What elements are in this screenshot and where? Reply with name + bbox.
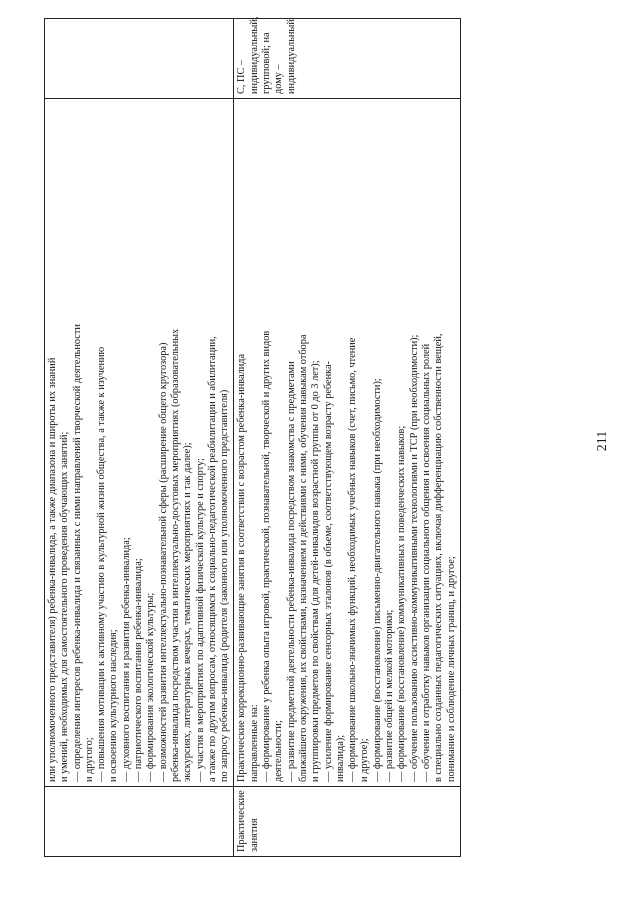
row-right-cell: [45, 19, 234, 99]
content-line: или уполномоченного представителя) ребенка-инвалида, а также диапазона и широты их знаний: [47, 357, 58, 782]
rotated-page-content: [44, 16, 591, 857]
content-line: — определения интересов ребенка-инвалида и связанных с ними направлений творческой деятельности: [71, 324, 83, 782]
content-line: и группировки предметов по свойствам (для детей-инвалидов возрастной группы от 0 до 3 лет);: [310, 360, 322, 782]
content-line: — возможностей развития интеллектуально-познавательной сферы (расширение общего кругозора): [157, 342, 169, 782]
content-line: — обучение пользованию ассистивно-коммуникативными технологиями и ТСР (при необходимости);: [408, 334, 420, 782]
content-line: инвалида);: [334, 734, 346, 782]
content-line: — повышения мотивации к активному участию в культурной жизни общества, а также к изучению: [96, 346, 108, 782]
content-line: направленные на:: [248, 704, 260, 782]
content-line: — формирования экологической культуры;: [145, 592, 157, 782]
row-label-cell: [45, 787, 234, 857]
row-right-cell: [234, 16, 460, 99]
content-line: а также по другим вопросам, относящимся к социально-педагогической реабилитации и абилитации,: [206, 336, 218, 782]
content-line: — формирование школьно-значимых функций, необходимых учебных навыков (счет, письмо, чтение: [347, 337, 359, 782]
page-number: 211: [595, 430, 610, 452]
content-line: — патриотического воспитания ребенка-инвалида;: [133, 558, 145, 782]
content-line: понимание и соблюдение личных границ, и другое;: [445, 556, 457, 782]
row-content-cell: [234, 99, 460, 787]
content-line: — духовного воспитания и развития ребенка-инвалида;: [120, 537, 132, 782]
content-line: по запросу ребенка-инвалида (родителя (законного или уполномоченного представителя): [219, 389, 231, 782]
content-line: и другого;: [83, 737, 95, 782]
table-row: [45, 19, 234, 857]
content-line: — развитие общей и мелкой моторики;: [384, 609, 396, 782]
rehabilitation-table: [44, 18, 461, 857]
content-line: Практические коррекционно-развивающие занятия в соответствии с возрастом ребенка-инвалида: [236, 353, 248, 782]
content-line: — формирование (восстановление) коммуникативных и поведенческих навыков;: [396, 425, 408, 782]
row-label-cell: [234, 787, 460, 857]
content-line: — формирование у ребенка опыта игровой, практической, познавательной, творческой и других видов: [261, 330, 273, 782]
table-row: [234, 19, 460, 857]
content-line: и умений, необходимых для самостоятельного проведения обучающих занятий;: [59, 431, 71, 782]
content-line: — формирование (восстановление) письменно-двигательного навыка (при необходимости);: [371, 378, 383, 782]
content-line: и другое);: [359, 738, 371, 782]
content-line: ближайшего окружения, их свойствами, назначением и действиями с ними, обучения навыкам отбора: [297, 334, 309, 782]
content-line: экскурсиях, литературных вечерах, тематических мероприятиях и так далее);: [182, 442, 194, 782]
content-line: и освоению культурного наследия;: [108, 629, 120, 782]
content-line: — обучение и отработку навыков организации социального общения и освоения социальных ролей: [420, 343, 432, 782]
content-line: деятельности;: [273, 720, 285, 782]
content-line: в специально созданных педагогических ситуациях, включая дифференциацию собственности вещей,: [433, 333, 445, 782]
row-label: Практические занятия: [236, 790, 260, 852]
row-right-text: С, ПС – индивидуальный, групповой; на дому – индивидуальный: [236, 16, 297, 94]
row-content-cell: [45, 99, 234, 787]
content-line: ребенка-инвалида посредством участия в интеллектуально-досуговых мероприятиях (образовательных: [169, 328, 181, 782]
content-line: — участия в мероприятиях по адаптивной физической культуре и спорту;: [194, 458, 206, 782]
content-line: — усиление формирование сенсорных эталонов (в объеме, соответствующем возрасту ребенка-: [322, 361, 334, 782]
content-line: — развитие предметной деятельности ребенка-инвалида посредством знакомства с предметами: [285, 361, 297, 782]
